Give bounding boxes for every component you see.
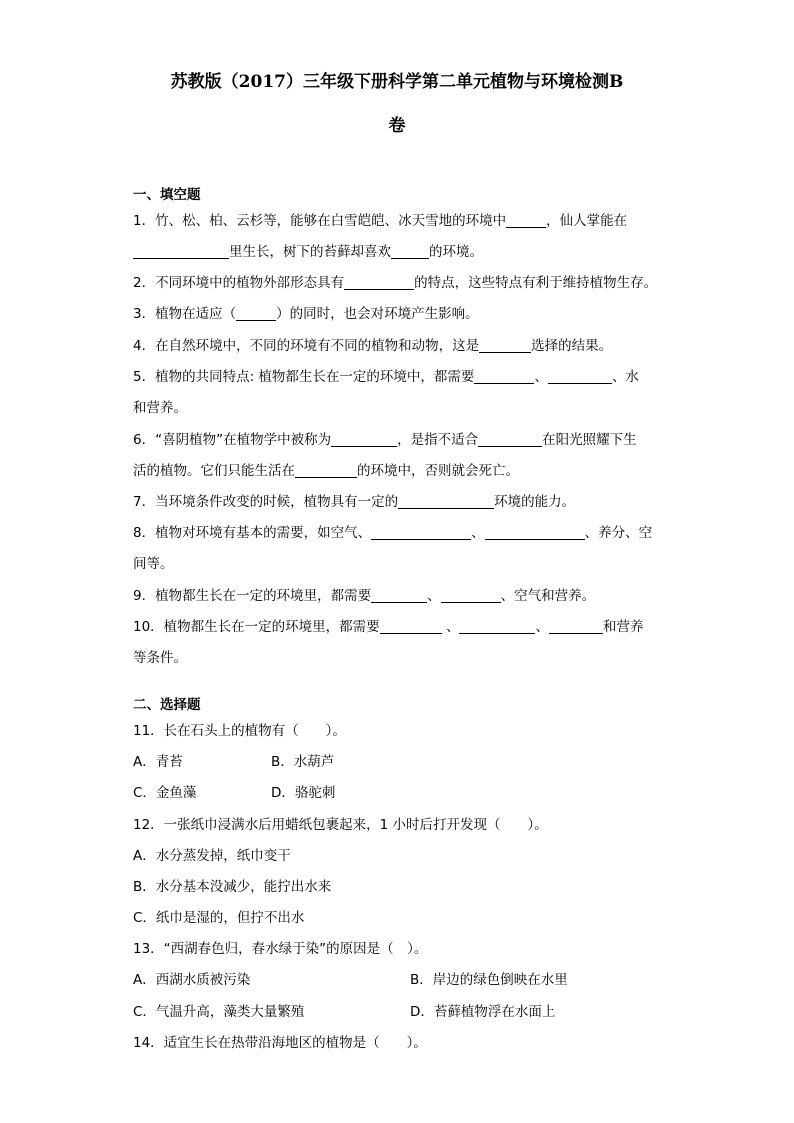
answer-blank bbox=[478, 432, 542, 447]
question-10-line-2: 等条件。 bbox=[133, 650, 187, 666]
question-8-line-2: 间等。 bbox=[133, 556, 174, 572]
question-6-line-1: 6．“喜阴植物”在植物学中被称为 ，是指不适合 在阳光照耀下生 bbox=[133, 432, 637, 448]
section-multiple-choice-heading: 二、选择题 bbox=[133, 697, 201, 713]
question-5-line-2: 和营养。 bbox=[133, 400, 187, 416]
question-1-line-2: 里生长，树下的苔藓却喜欢 的环境。 bbox=[133, 243, 483, 261]
q12-option-b[interactable]: B．水分基本没减少，能拧出水来 bbox=[133, 879, 332, 895]
question-1-line-1: 1．竹、松、柏、云杉等，能够在白雪皑皑、冰天雪地的环境中 ，仙人掌能在 bbox=[133, 213, 628, 229]
answer-blank bbox=[398, 494, 494, 509]
question-7: 7．当环境条件改变的时候，植物具有一定的 环境的能力。 bbox=[133, 494, 576, 510]
answer-blank bbox=[479, 338, 531, 353]
question-3: 3．植物在适应（ ）的同时，也会对环境产生影响。 bbox=[133, 306, 479, 322]
q11-option-d[interactable]: D．骆驼刺 bbox=[271, 785, 336, 801]
answer-blank bbox=[331, 432, 397, 447]
question-14: 14．适宜生长在热带沿海地区的植物是（ ）。 bbox=[133, 1035, 427, 1051]
q11-option-a[interactable]: A．青苔 bbox=[133, 754, 183, 770]
answer-blank bbox=[371, 525, 471, 540]
q12-option-a[interactable]: A．水分蒸发掉，纸巾变干 bbox=[133, 848, 291, 864]
answer-blank bbox=[506, 213, 546, 228]
answer-blank bbox=[295, 463, 357, 478]
answer-blank bbox=[391, 244, 429, 259]
q13-option-b[interactable]: B．岸边的绿色倒映在水里 bbox=[410, 972, 568, 988]
answer-blank bbox=[474, 369, 534, 384]
answer-blank bbox=[236, 306, 276, 321]
question-6-line-2: 活的植物。它们只能生活在 的环境中，否则就会死亡。 bbox=[133, 463, 519, 479]
question-11: 11．长在石头上的植物有（ ）。 bbox=[133, 723, 346, 739]
question-12: 12．一张纸巾浸满水后用蜡纸包裹起来，1 小时后打开发现（ ）。 bbox=[133, 817, 548, 833]
answer-blank bbox=[133, 244, 229, 259]
answer-blank bbox=[485, 525, 585, 540]
answer-blank bbox=[548, 369, 612, 384]
question-4: 4．在自然环境中，不同的环境有不同的植物和动物，这是 选择的结果。 bbox=[133, 338, 613, 354]
question-2: 2．不同环境中的植物外部形态具有 的特点，这些特点有利于维持植物生存。 bbox=[133, 275, 658, 291]
question-5-line-1: 5．植物的共同特点: 植物都生长在一定的环境中，都需要 、 、水 bbox=[133, 369, 639, 385]
q11-option-c[interactable]: C．金鱼藻 bbox=[133, 785, 197, 801]
section-fill-in-blank-heading: 一、填空题 bbox=[133, 187, 201, 203]
worksheet-title-continued: 卷 bbox=[388, 116, 406, 136]
answer-blank bbox=[549, 619, 603, 634]
answer-blank bbox=[441, 588, 501, 603]
answer-blank bbox=[380, 619, 442, 634]
q11-option-b[interactable]: B．水葫芦 bbox=[271, 754, 335, 770]
q13-option-d[interactable]: D．苔藓植物浮在水面上 bbox=[410, 1004, 556, 1020]
question-8-line-1: 8．植物对环境有基本的需要，如空气、 、 、养分、空 bbox=[133, 525, 653, 541]
answer-blank bbox=[344, 275, 414, 290]
question-9: 9．植物都生长在一定的环境里，都需要 、 、空气和营养。 bbox=[133, 588, 596, 604]
q12-option-c[interactable]: C．纸巾是湿的，但拧不出水 bbox=[133, 910, 305, 926]
worksheet-title: 苏教版（2017）三年级下册科学第二单元植物与环境检测B bbox=[170, 72, 624, 92]
question-13: 13．“西湖春色归，春水绿于染”的原因是（ ）。 bbox=[133, 941, 428, 957]
answer-blank bbox=[459, 619, 535, 634]
q13-option-a[interactable]: A．西湖水质被污染 bbox=[133, 972, 251, 988]
q13-option-c[interactable]: C．气温升高，藻类大量繁殖 bbox=[133, 1004, 305, 1020]
answer-blank bbox=[371, 588, 427, 603]
question-10-line-1: 10．植物都生长在一定的环境里，都需要 、 、 和营养 bbox=[133, 619, 644, 635]
